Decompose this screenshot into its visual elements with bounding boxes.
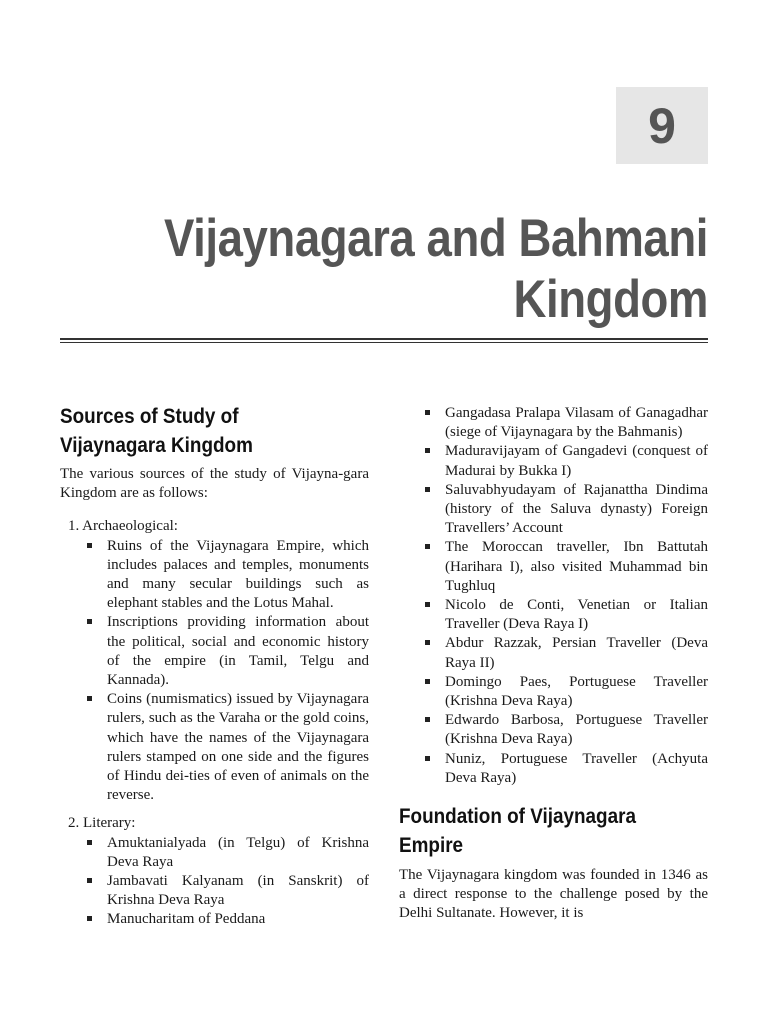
- chapter-title-line2: Kingdom: [513, 270, 708, 329]
- list-item: Manucharitam of Peddana: [107, 910, 369, 929]
- chapter-title-line1: Vijaynagara and Bahmani: [163, 209, 708, 268]
- archaeological-title: 1. Archaeological:: [68, 518, 178, 535]
- sources-intro: The various sources of the study of Vijayna-gara Kingdom are as follows:: [60, 466, 369, 502]
- list-item: Coins (numismatics) issued by Vijaynagara rulers, such as the Varaha or the gold coins, which have the names of the Vijaynagara rulers stamped on one side and the figures of Hindu dei-ties of even of animals on the reverse.: [107, 690, 369, 805]
- chapter-number: 9: [648, 97, 676, 154]
- list-item: Ruins of the Vijaynagara Empire, which includes palaces and temples, monuments and many secular buildings such as elephant stables and the Lotus Mahal.: [107, 537, 369, 614]
- title-divider-thick: [60, 338, 708, 340]
- list-item: Abdur Razzak, Persian Traveller (Deva Raya II): [445, 634, 708, 672]
- chapter-number-box: [616, 87, 708, 164]
- list-item: Nicolo de Conti, Venetian or Italian Traveller (Deva Raya I): [445, 596, 708, 634]
- sources-heading: [60, 402, 338, 460]
- list-item: The Moroccan traveller, Ibn Battutah (Harihara I), also visited Muhammad bin Tughluq: [445, 538, 708, 596]
- list-item: Jambavati Kalyanam (in Sanskrit) of Krishna Deva Raya: [107, 872, 369, 910]
- list-item: Nuniz, Portuguese Traveller (Achyuta Deva Raya): [445, 750, 708, 788]
- title-divider-thin: [60, 342, 708, 343]
- archaeological-list: [60, 537, 369, 806]
- literary-title: 2. Literary:: [68, 815, 136, 832]
- foundation-heading-line1: Foundation of Vijaynagara: [399, 805, 636, 829]
- left-column: [60, 402, 369, 930]
- list-item: Domingo Paes, Portuguese Traveller (Krishna Deva Raya): [445, 673, 708, 711]
- list-item: Maduravijayam of Gangadevi (conquest of Madurai by Bukka I): [445, 442, 708, 480]
- list-item: Amuktanialyada (in Telgu) of Krishna Deva Raya: [107, 834, 369, 872]
- list-item: Edwardo Barbosa, Portuguese Traveller (Krishna Deva Raya): [445, 711, 708, 749]
- foundation-heading: [399, 802, 677, 860]
- chapter-title: [151, 208, 708, 330]
- literary-list: [60, 834, 369, 930]
- sources-continued-list: [398, 404, 708, 788]
- list-item: Inscriptions providing information about the political, social and economic history of the empire (in Tamil, Telgu and Kannada).: [107, 613, 369, 690]
- foundation-paragraph: The Vijaynagara kingdom was founded in 1346 as a direct response to the challenge posed by the Delhi Sultanate. However, it is: [399, 867, 708, 922]
- sources-heading-line2: Vijaynagara Kingdom: [60, 434, 253, 457]
- list-item: Saluvabhyudayam of Rajanattha Dindima (history of the Saluva dynasty) Foreign Travellers’ Account: [445, 481, 708, 539]
- sources-heading-line1: Sources of Study of: [60, 405, 239, 428]
- right-column: [399, 404, 708, 924]
- list-item: Gangadasa Pralapa Vilasam of Ganagadhar (siege of Vijaynagara by the Bahmanis): [445, 404, 708, 442]
- foundation-heading-line2: Empire: [399, 834, 464, 858]
